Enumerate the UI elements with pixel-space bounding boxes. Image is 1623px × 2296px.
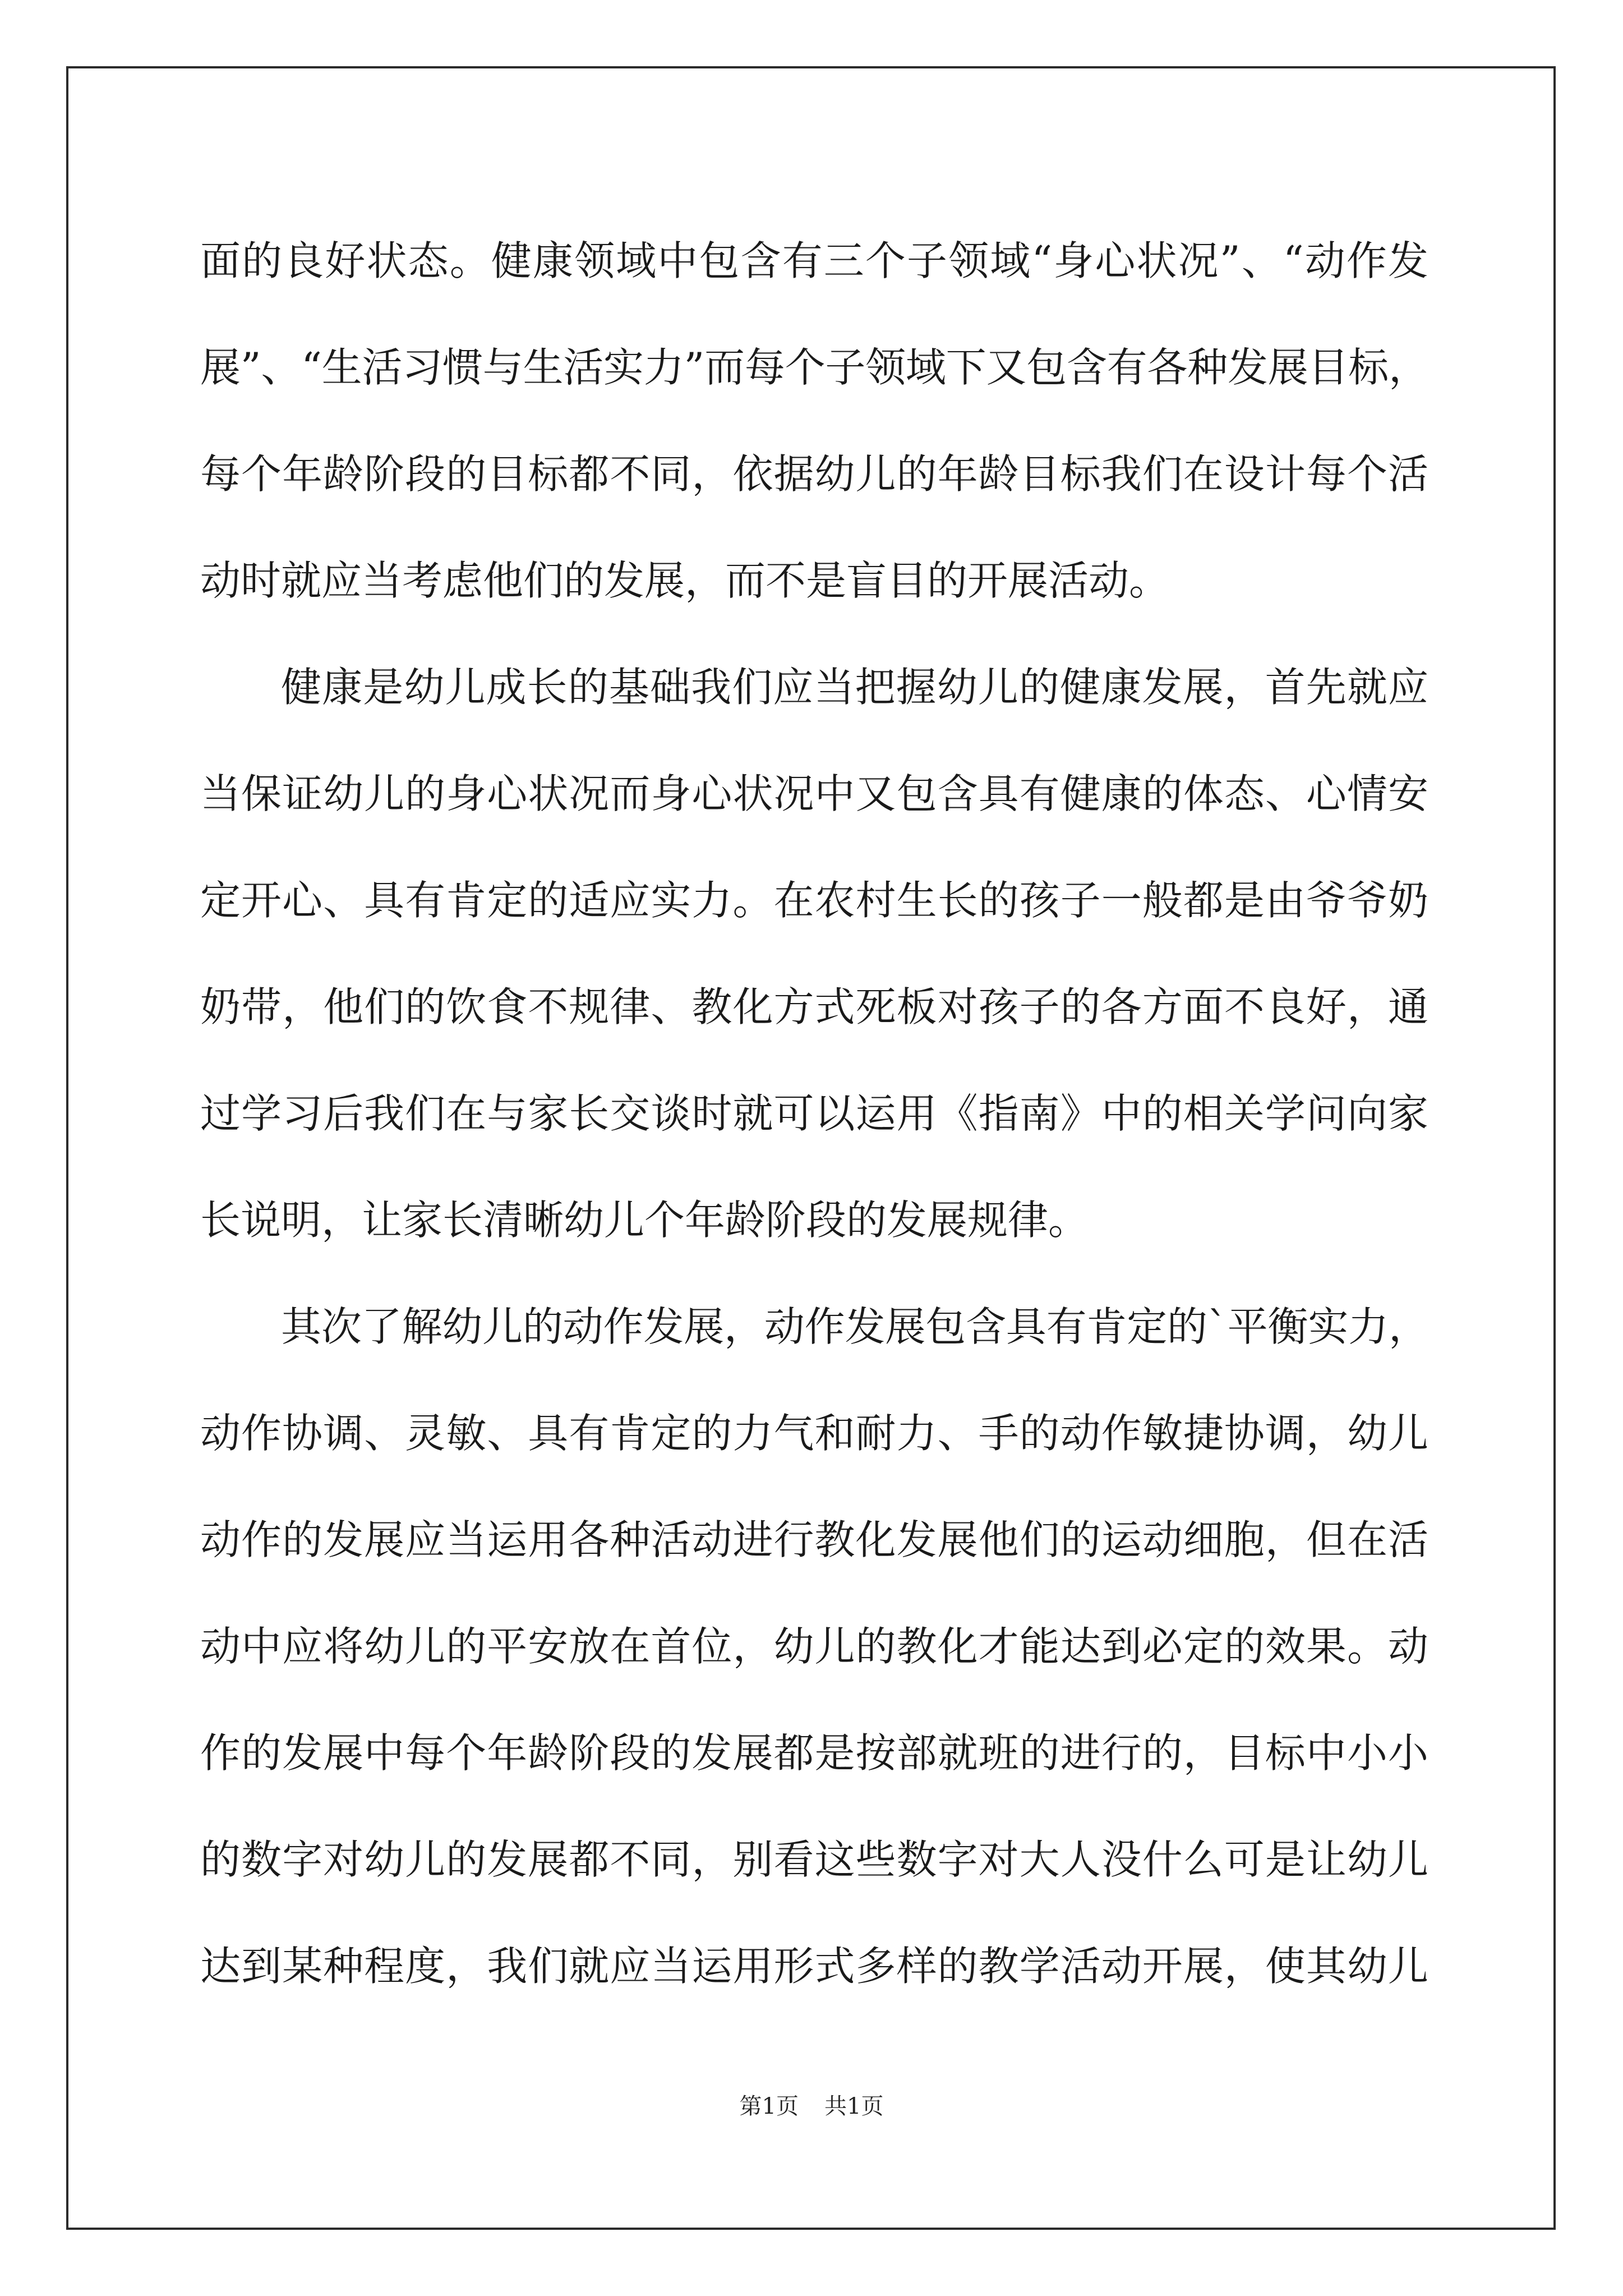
page-number: 第1页 xyxy=(739,2093,799,2119)
text-line: 达到某种程度，我们就应当运用形式多样的教学活动开展，使其幼儿 xyxy=(200,1943,1428,1990)
text-line: 面的良好状态。健康领域中包含有三个子领域“身心状况”、“动作发 xyxy=(200,237,1428,284)
text-line: 每个年龄阶段的目标都不同，依据幼儿的年龄目标我们在设计每个活 xyxy=(200,450,1428,498)
text-line: 动作协调、灵敏、具有肯定的力气和耐力、手的动作敏捷协调，幼儿 xyxy=(200,1410,1428,1457)
text-line: 作的发展中每个年龄阶段的发展都是按部就班的进行的，目标中小小 xyxy=(200,1729,1428,1777)
text-line: 动作的发展应当运用各种活动进行教化发展他们的运动细胞，但在活 xyxy=(200,1516,1428,1563)
document-body xyxy=(200,208,1428,2019)
text-line: 展”、“生活习惯与生活实力”而每个子领域下又包含有各种发展目标， xyxy=(200,344,1428,391)
text-line: 健康是幼儿成长的基础我们应当把握幼儿的健康发展，首先就应 xyxy=(281,664,1428,711)
text-line: 奶带，他们的饮食不规律、教化方式死板对孩子的各方面不良好，通 xyxy=(200,983,1428,1030)
text-line: 动中应将幼儿的平安放在首位，幼儿的教化才能达到必定的效果。动 xyxy=(200,1623,1428,1670)
text-line: 过学习后我们在与家长交谈时就可以运用《指南》中的相关学问向家 xyxy=(200,1090,1428,1137)
text-line: 当保证幼儿的身心状况而身心状况中又包含具有健康的体态、心情安 xyxy=(200,770,1428,817)
page-footer xyxy=(0,2090,1623,2123)
text-line: 动时就应当考虑他们的发展，而不是盲目的开展活动。 xyxy=(200,557,1170,604)
text-line: 其次了解幼儿的动作发展，动作发展包含具有肯定的`平衡实力， xyxy=(281,1303,1428,1350)
text-line: 的数字对幼儿的发展都不同，别看这些数字对大人没什么可是让幼儿 xyxy=(200,1836,1428,1883)
text-line: 长说明，让家长清晰幼儿个年龄阶段的发展规律。 xyxy=(200,1197,1089,1244)
page-total: 共1页 xyxy=(824,2093,884,2119)
text-line: 定开心、具有肯定的适应实力。在农村生长的孩子一般都是由爷爷奶 xyxy=(200,877,1428,924)
